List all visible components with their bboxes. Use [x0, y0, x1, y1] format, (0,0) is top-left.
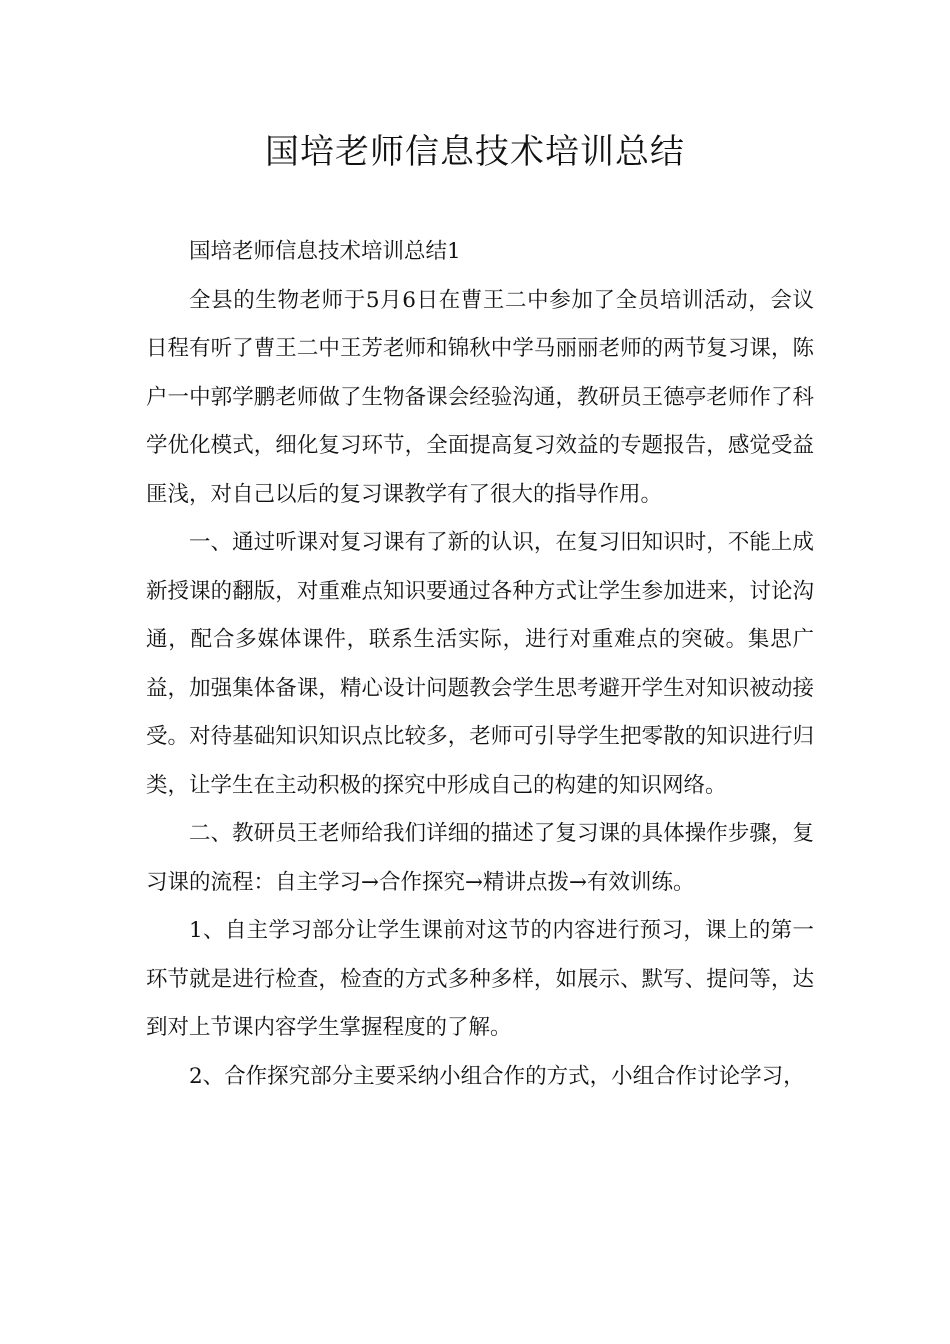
paragraph: 二、教研员王老师给我们详细的描述了复习课的具体操作步骤，复习课的流程：自主学习→合作探究→精讲点拨→有效训练。: [146, 821, 814, 895]
document-body: [146, 228, 814, 1101]
section-heading: 国培老师信息技术培训总结1: [189, 239, 461, 264]
paragraph: 1、自主学习部分让学生课前对这节的内容进行预习，课上的第一环节就是进行检查，检查的方式多种多样，如展示、默写、提问等，达到对上节课内容学生掌握程度的了解。: [146, 918, 814, 1040]
document-title: 国培老师信息技术培训总结: [265, 132, 685, 172]
paragraph: 2、合作探究部分主要采纳小组合作的方式，小组合作讨论学习，: [189, 1063, 805, 1089]
paragraph: 一、通过听课对复习课有了新的认识，在复习旧知识时，不能上成新授课的翻版，对重难点知识要通过各种方式让学生参加进来，讨论沟通，配合多媒体课件，联系生活实际，进行对重难点的突破。集思广益，加强集体备课，精心设计问题教会学生思考避开学生对知识被动接受。对待基础知识知识点比较多，老师可引导学生把零散的知识进行归类，让学生在主动积极的探究中形成自己的构建的知识网络。: [146, 530, 814, 798]
paragraph: 全县的生物老师于5月6日在曹王二中参加了全员培训活动，会议日程有听了曹王二中王芳老师和锦秋中学马丽丽老师的两节复习课，陈户一中郭学鹏老师做了生物备课会经验沟通，教研员王德亭老师作了科学优化模式，细化复习环节，全面提高复习效益的专题报告，感觉受益匪浅，对自己以后的复习课教学有了很大的指导作用。: [146, 287, 814, 507]
